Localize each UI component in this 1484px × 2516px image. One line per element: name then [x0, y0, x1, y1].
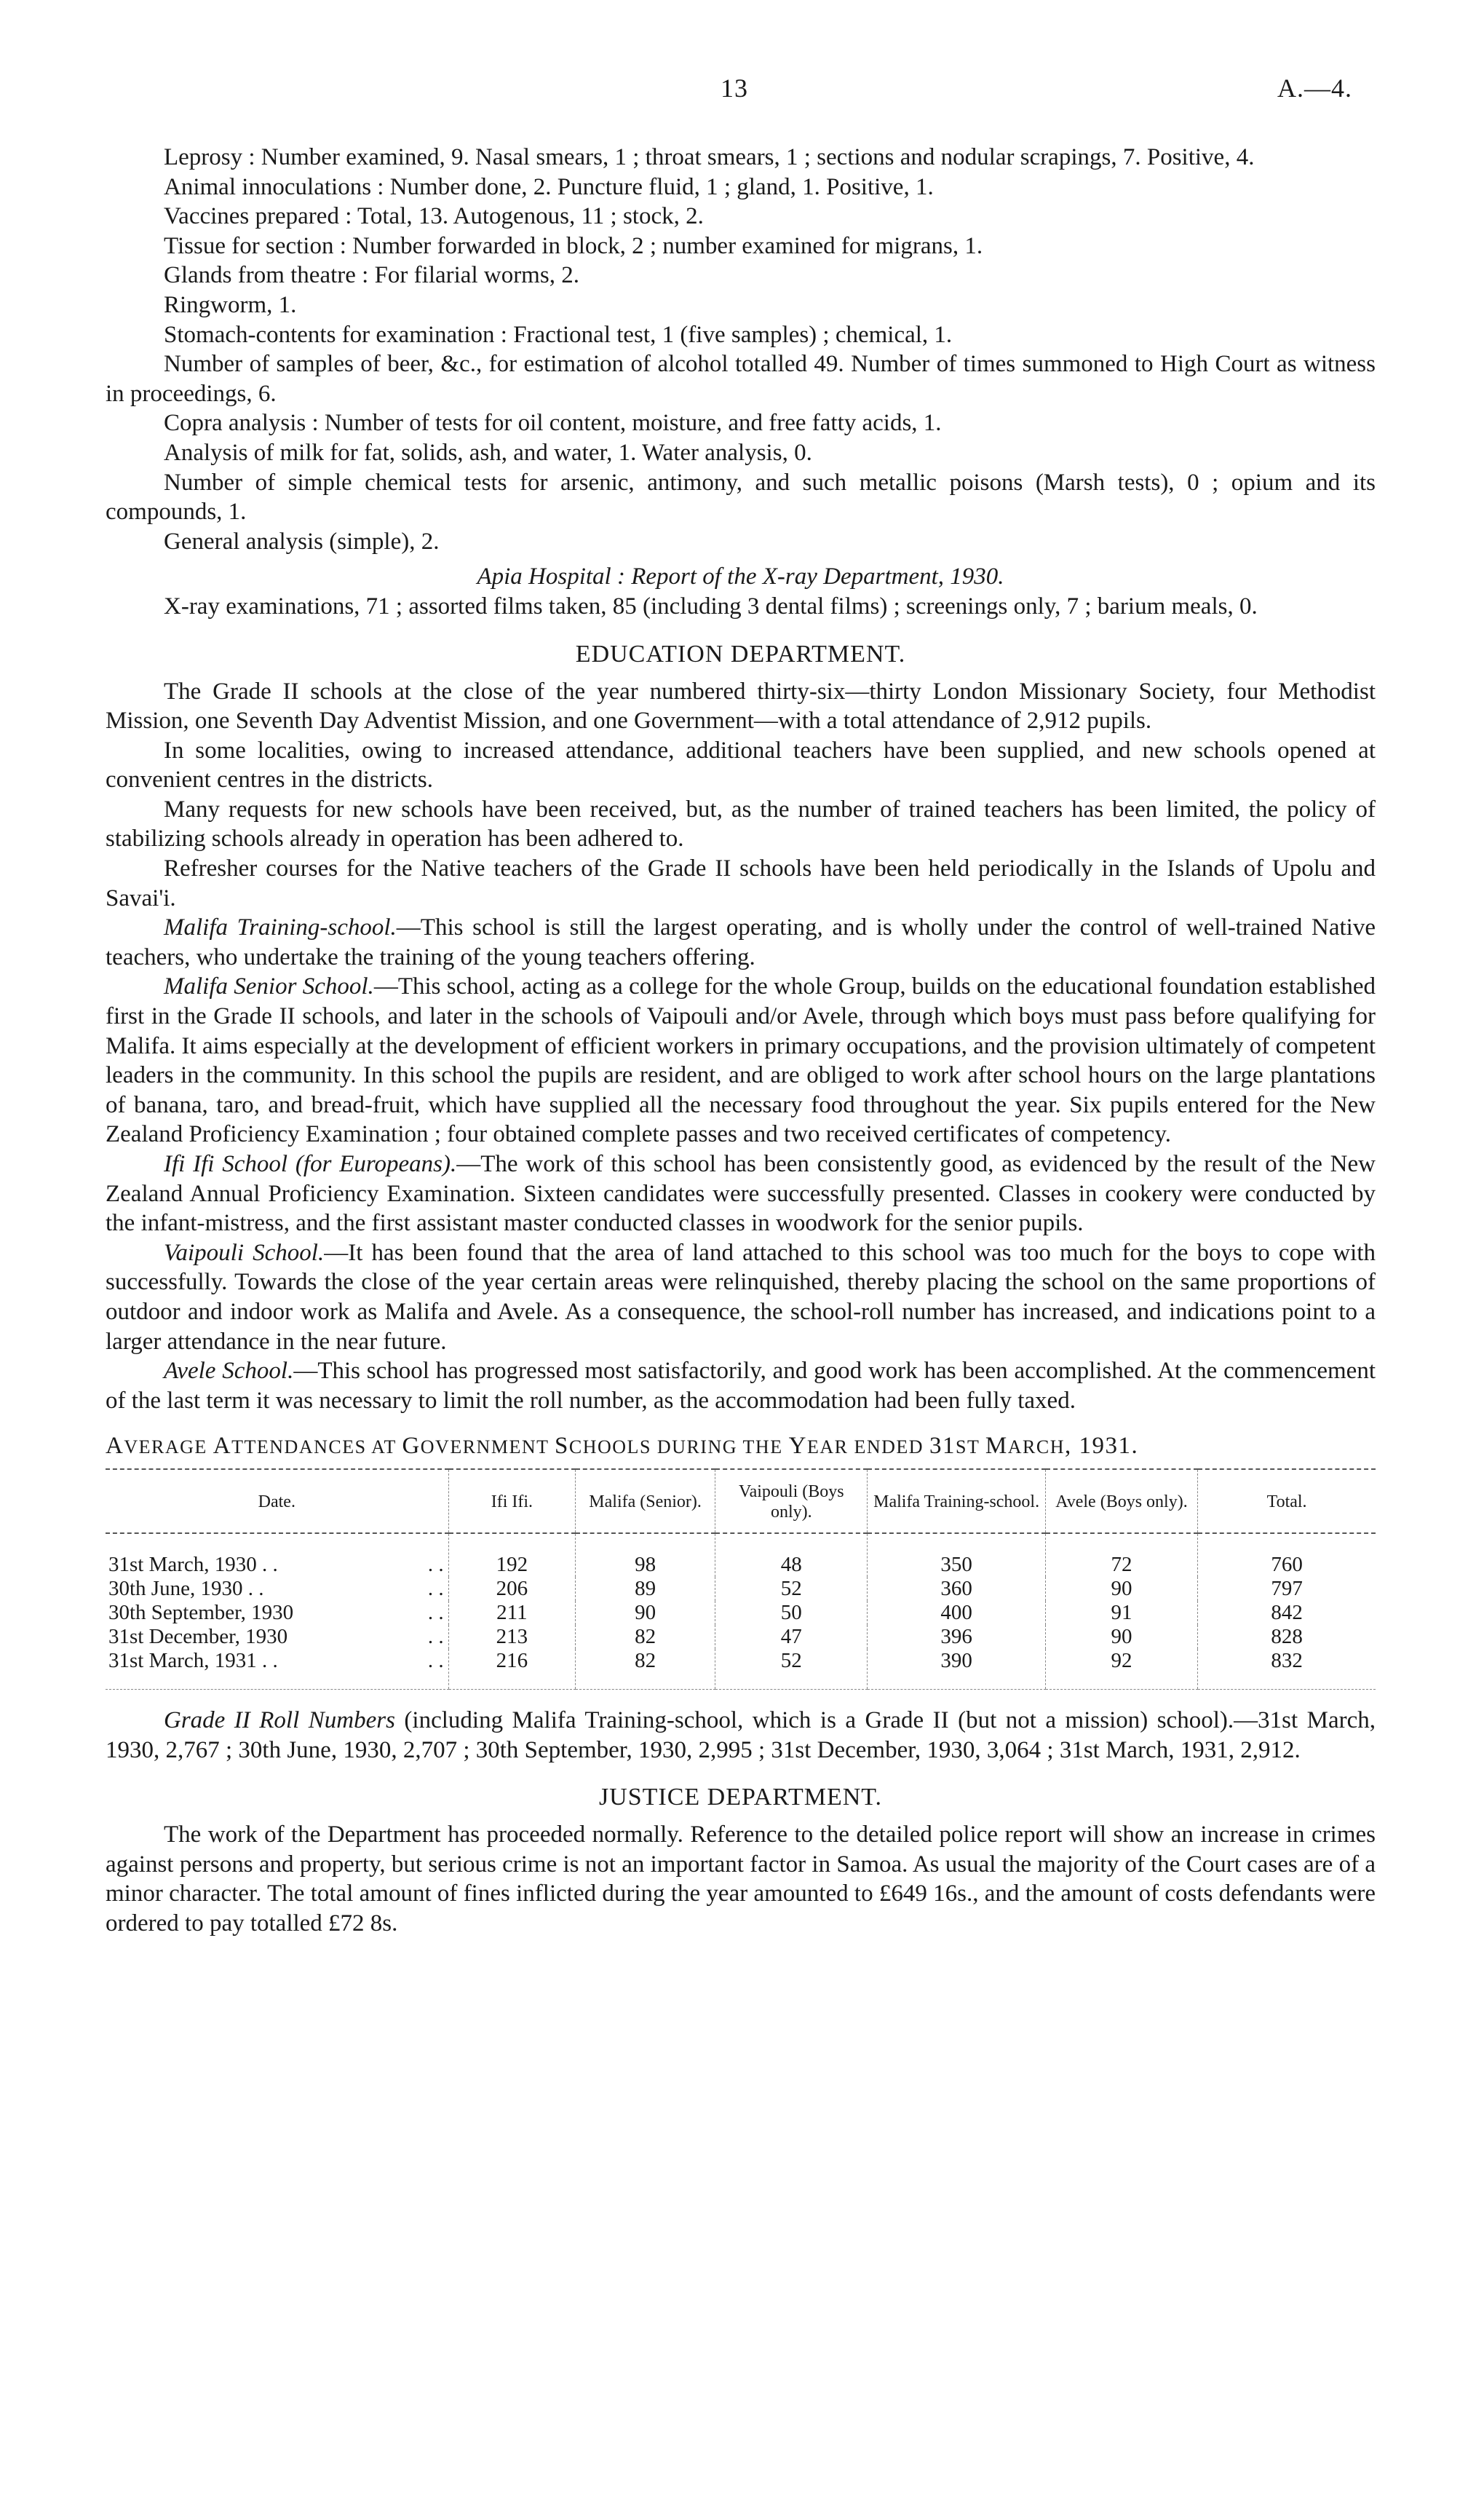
- education-para-2: In some localities, owing to increased attendance, additional teachers have been supplied, and new schools opened at convenient centres in the districts.: [106, 737, 1376, 794]
- col-header-malifa-senior: Malifa (Senior).: [576, 1469, 715, 1533]
- ifi-ifi-para: [106, 1150, 1376, 1238]
- lab-item-beer-samples: Number of samples of beer, &c., for estimation of alcohol totalled 49. Number of times summoned to High Court as witness in proceedings, 6.: [106, 351, 1376, 407]
- total-cell: 797: [1198, 1577, 1376, 1601]
- roll-numbers-para: [106, 1706, 1376, 1765]
- value-cell: 98: [576, 1533, 715, 1577]
- lab-item-leprosy: Leprosy : Number examined, 9. Nasal smears, 1 ; throat smears, 1 ; sections and nodular scrapings, 7. Positive, 4.: [164, 144, 1255, 170]
- value-cell: 92: [1045, 1649, 1197, 1690]
- total-cell: 760: [1198, 1533, 1376, 1577]
- xray-text: X-ray examinations, 71 ; assorted films taken, 85 (including 3 dental films) ; screenings only, 7 ; barium meals, 0.: [164, 593, 1258, 620]
- lab-item-milk-water: Analysis of milk for fat, solids, ash, and water, 1. Water analysis, 0.: [164, 439, 812, 466]
- date-cell: 30th June, 1930 . . . .: [108, 1576, 444, 1600]
- lab-item-stomach: Stomach-contents for examination : Fractional test, 1 (five samples) ; chemical, 1.: [164, 321, 953, 348]
- value-cell: 211: [448, 1601, 576, 1625]
- value-cell: 216: [448, 1649, 576, 1690]
- lab-item-animal-innoculations: Animal innoculations : Number done, 2. Puncture fluid, 1 ; gland, 1. Positive, 1.: [164, 173, 934, 200]
- table-row: [106, 1625, 1376, 1649]
- malifa-senior-title: Malifa Senior School.: [164, 973, 374, 1000]
- table-row: [106, 1533, 1376, 1577]
- lab-item-general: General analysis (simple), 2.: [164, 528, 440, 555]
- date-cell: 31st March, 1931 . . . .: [106, 1649, 448, 1690]
- roll-numbers-text: (including Malifa Training-school, which is a Grade II (but not a mission) school).—31st March, 1930, 2,767 ; 30th June, 1930, 2,707 ; 30th September, 1930, 2,995 ; 31st December, 1930, 3,064 ; 31st March, 1931, 2,912.: [106, 1706, 1376, 1763]
- lab-item-ringworm: Ringworm, 1.: [164, 291, 297, 318]
- malifa-senior-para: [106, 972, 1376, 1150]
- table-row: [106, 1577, 1376, 1601]
- value-cell: 213: [448, 1625, 576, 1649]
- value-cell: 72: [1045, 1533, 1197, 1577]
- value-cell: 360: [868, 1577, 1045, 1601]
- total-cell: 832: [1198, 1649, 1376, 1690]
- total-cell: 842: [1198, 1601, 1376, 1625]
- malifa-training-para: [106, 913, 1376, 972]
- value-cell: 47: [715, 1625, 868, 1649]
- avele-title: Avele School.: [164, 1358, 294, 1385]
- vaipouli-para: [106, 1238, 1376, 1356]
- value-cell: 90: [576, 1601, 715, 1625]
- page-content: [106, 143, 1376, 1939]
- value-cell: 89: [576, 1577, 715, 1601]
- lab-item-copra: Copra analysis : Number of tests for oil content, moisture, and free fatty acids, 1.: [164, 410, 942, 437]
- col-header-ifi-ifi: Ifi Ifi.: [448, 1469, 576, 1533]
- justice-para: The work of the Department has proceeded normally. Reference to the detailed police report will show an increase in crimes against persons and property, but serious crime is not an important factor in Samoa. As usual the majority of the Court cases are of a minor character. The total amount of fines inflicted during the year amounted to £649 16s., and the amount of costs defendants were ordered to pay totalled £72 8s.: [106, 1821, 1376, 1937]
- value-cell: 48: [715, 1533, 868, 1577]
- date-cell: 31st December, 1930 . .: [108, 1624, 444, 1648]
- value-cell: 350: [868, 1533, 1045, 1577]
- malifa-training-text: —This school is still the largest operating, and is wholly under the control of well-trained Native teachers, who undertake the training of the young teachers offering.: [106, 914, 1376, 970]
- justice-heading: JUSTICE DEPARTMENT.: [598, 1784, 883, 1811]
- value-cell: 206: [448, 1577, 576, 1601]
- ifi-ifi-title: Ifi Ifi School (for Europeans).: [164, 1151, 457, 1177]
- value-cell: 52: [715, 1649, 868, 1690]
- table-row: [106, 1649, 1376, 1690]
- table-caption: AVERAGE ATTENDANCES AT GOVERNMENT SCHOOLS DURING THE YEAR ENDED 31ST MARCH, 1931.: [106, 1433, 1139, 1460]
- lab-item-glands: Glands from theatre : For filarial worms, 2.: [164, 262, 579, 289]
- xray-heading: Apia Hospital : Report of the X-ray Department, 1930.: [477, 563, 1004, 590]
- date-cell: 31st March, 1930 . . . .: [108, 1552, 444, 1576]
- avele-para: [106, 1356, 1376, 1415]
- page-number: 13: [721, 74, 748, 103]
- value-cell: 390: [868, 1649, 1045, 1690]
- value-cell: 396: [868, 1625, 1045, 1649]
- table-header-row: [106, 1469, 1376, 1533]
- ifi-ifi-text: —The work of this school has been consistently good, as evidenced by the result of the New Zealand Annual Proficiency Examination. Sixteen candidates were successfully presented. Classes in cookery were conducted by the infant-mistress, and the first assistant master conducted classes in woodwork for the senior pupils.: [106, 1151, 1376, 1237]
- col-header-avele: Avele (Boys only).: [1045, 1469, 1197, 1533]
- value-cell: 90: [1045, 1577, 1197, 1601]
- lab-item-vaccines: Vaccines prepared : Total, 13. Autogenous, 11 ; stock, 2.: [164, 203, 704, 230]
- value-cell: 82: [576, 1649, 715, 1690]
- malifa-training-title: Malifa Training-school.: [164, 914, 397, 941]
- value-cell: 400: [868, 1601, 1045, 1625]
- vaipouli-text: —It has been found that the area of land attached to this school was too much for the boys to cope with successfully. Towards the close of the year certain areas were relinquished, thereby placing the school on the same proportions of outdoor and indoor work as Malifa and Avele. As a consequence, the school-roll number has increased, and indications point to a larger attendance in the near future.: [106, 1239, 1376, 1355]
- malifa-senior-text: —This school, acting as a college for the whole Group, builds on the educational foundation established first in the Grade II schools, and later in the schools of Vaipouli and/or Avele, through which boys must pass before qualifying for Malifa. It aims especially at the development of efficient workers in primary occupations, and the provision ultimately of competent leaders in the community. In this school the pupils are resident, and are obliged to work after school hours on the large plantations of banana, taro, and bread-fruit, which have supplied all the necessary food throughout the year. Six pupils entered for the New Zealand Proficiency Examination ; four obtained complete passes and two received certificates of competency.: [106, 973, 1376, 1148]
- roll-numbers-title: Grade II Roll Numbers: [164, 1706, 395, 1733]
- value-cell: 90: [1045, 1625, 1197, 1649]
- education-para-1: The Grade II schools at the close of the year numbered thirty-six—thirty London Missionary Society, four Methodist Mission, one Seventh Day Adventist Mission, and one Government—with a total attendance of 2,912 pupils.: [106, 678, 1376, 735]
- lab-item-tissue: Tissue for section : Number forwarded in block, 2 ; number examined for migrans, 1.: [164, 232, 983, 259]
- education-para-4: Refresher courses for the Native teachers of the Grade II schools have been held periodically in the Islands of Upolu and Savai'i.: [106, 855, 1376, 911]
- table-row: [106, 1601, 1376, 1625]
- col-header-vaipouli: Vaipouli (Boys only).: [715, 1469, 868, 1533]
- value-cell: 52: [715, 1577, 868, 1601]
- lab-item-chemical-tests: Number of simple chemical tests for arsenic, antimony, and such metallic poisons (Marsh tests), 0 ; opium and its compounds, 1.: [106, 469, 1376, 526]
- value-cell: 192: [448, 1533, 576, 1577]
- report-reference: A.—4.: [1277, 74, 1352, 103]
- avele-text: —This school has progressed most satisfactorily, and good work has been accomplished. At the commencement of the last term it was necessary to limit the roll number, as the accommodation had been fully taxed.: [106, 1358, 1376, 1414]
- value-cell: 91: [1045, 1601, 1197, 1625]
- education-heading: EDUCATION DEPARTMENT.: [575, 640, 906, 668]
- col-header-total: Total.: [1198, 1469, 1376, 1533]
- date-cell: 30th September, 1930 . .: [108, 1600, 444, 1624]
- vaipouli-title: Vaipouli School.: [164, 1239, 325, 1266]
- education-para-3: Many requests for new schools have been received, but, as the number of trained teachers has been limited, the policy of stabilizing schools already in operation has been adhered to.: [106, 796, 1376, 852]
- attendance-table: [106, 1468, 1376, 1690]
- total-cell: 828: [1198, 1625, 1376, 1649]
- col-header-malifa-training: Malifa Training-school.: [868, 1469, 1045, 1533]
- col-header-date: Date.: [106, 1469, 448, 1533]
- value-cell: 82: [576, 1625, 715, 1649]
- value-cell: 50: [715, 1601, 868, 1625]
